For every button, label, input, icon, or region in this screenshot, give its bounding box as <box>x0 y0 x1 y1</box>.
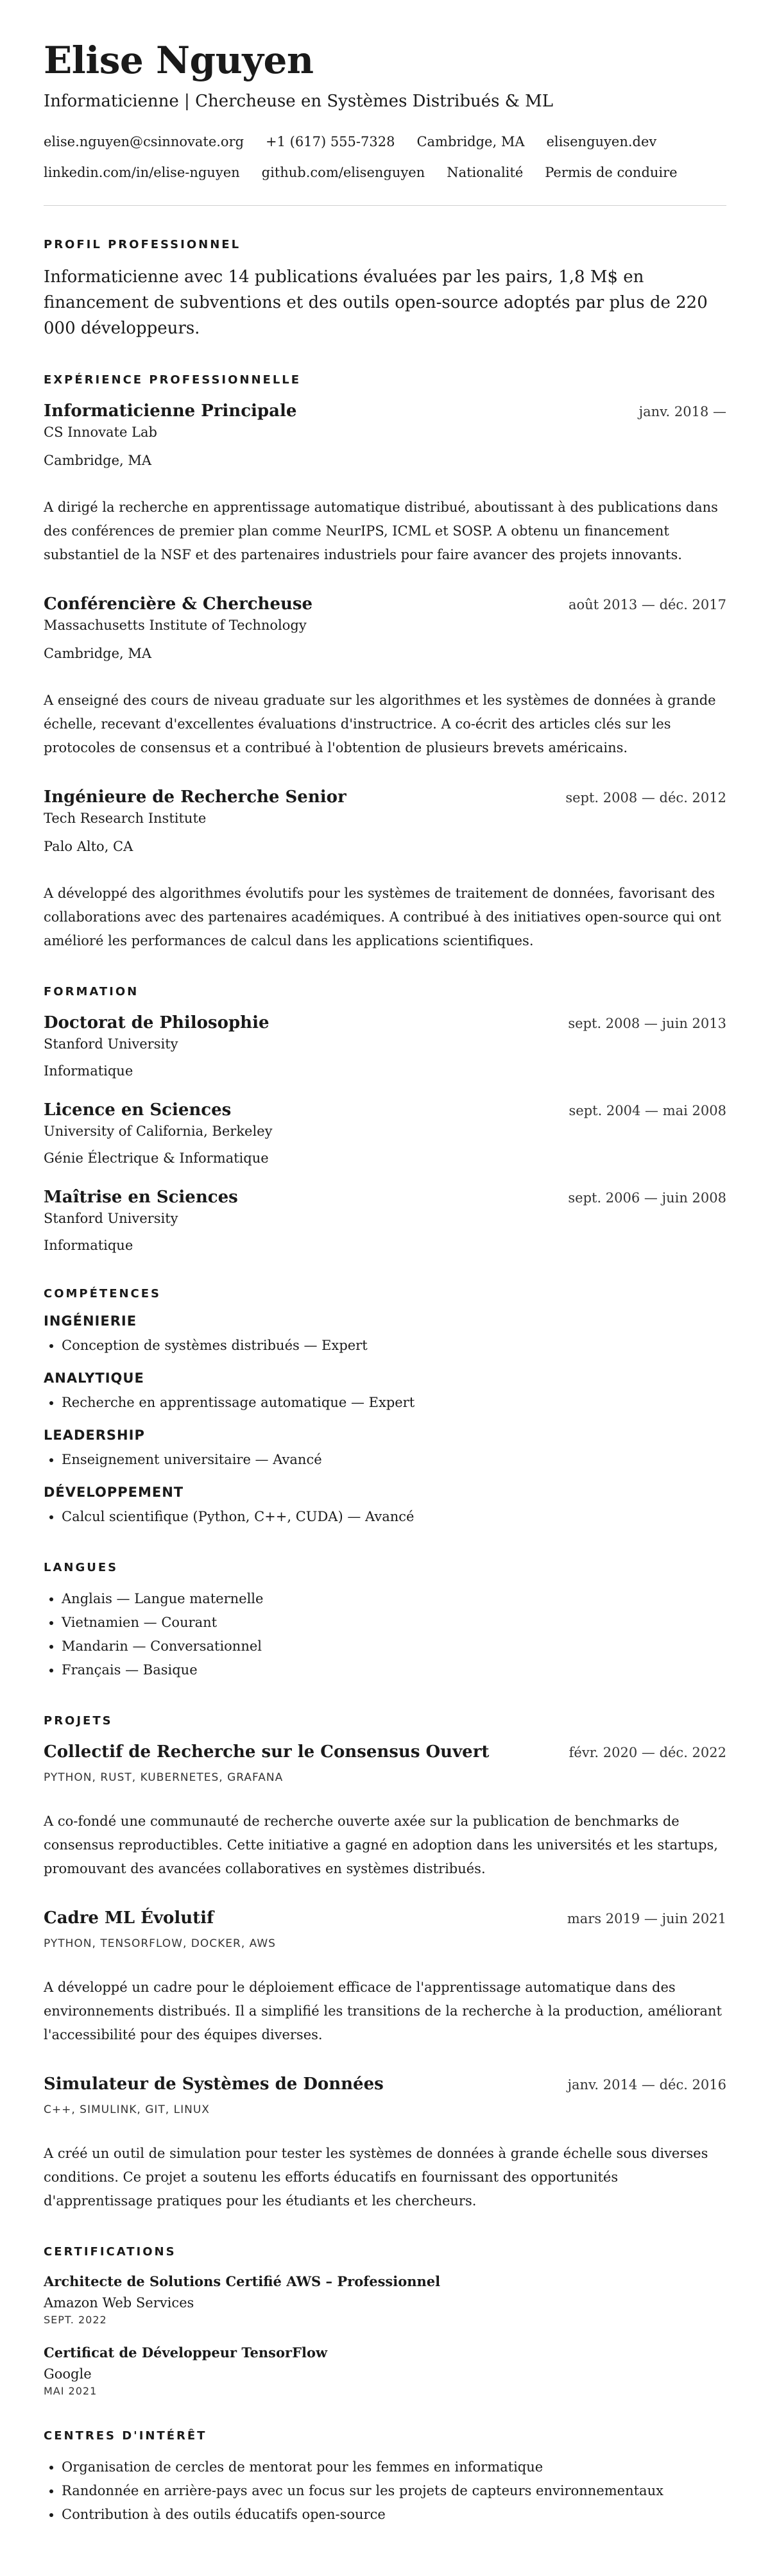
project-description: A créé un outil de simulation pour tester les systèmes de données à grande échelle sous diverses conditions. Ce projet a soutenu les efforts éducatifs en fournissant des opportunités d'apprentissage pratiques pour les étudiants et les chercheurs. <box>44 2146 708 2209</box>
certification-issuer: Amazon Web Services <box>44 2295 194 2311</box>
certification-entry <box>44 2271 726 2326</box>
certification-name: Certificat de Développeur TensorFlow <box>44 2344 328 2361</box>
project-name: Cadre ML Évolutif <box>44 1908 214 1928</box>
project-entry <box>44 1740 726 1881</box>
section-title: FORMATION <box>44 985 139 998</box>
job-dates: sept. 2008 — déc. 2012 <box>565 790 726 805</box>
skills-section <box>44 1287 726 1529</box>
project-description: A co-fondé une communauté de recherche ouverte axée sur la publication de benchmarks de consensus reproductibles. Cette initiative a gagné en adoption dans les universités et les startups, promouvant des avancées collaboratives en systèmes distribués. <box>44 1814 718 1876</box>
contact-row-1 <box>44 132 726 151</box>
contact-row-2 <box>44 163 726 182</box>
experience-entry <box>44 786 726 953</box>
section-title: PROFIL PROFESSIONNEL <box>44 238 241 251</box>
experience-section <box>44 373 726 953</box>
job-dates: août 2013 — déc. 2017 <box>568 597 726 612</box>
candidate-name: Elise Nguyen <box>44 38 314 82</box>
header-divider <box>44 205 726 206</box>
skill-group <box>44 1313 726 1358</box>
school: Stanford University <box>44 1036 178 1052</box>
certification-date: MAI 2021 <box>44 2385 98 2397</box>
job-description: A dirigé la recherche en apprentissage automatique distribué, aboutissant à des publications dans des conférences de premier plan comme NeurIPS, ICML et SOSP. A obtenu un financement substantiel de la NSF et des partenaires industriels pour faire avancer des projets innovants. <box>44 500 718 562</box>
skill-group <box>44 1427 726 1472</box>
education-section <box>44 985 726 1255</box>
field-of-study: Informatique <box>44 1238 133 1253</box>
field-of-study: Génie Électrique & Informatique <box>44 1150 269 1166</box>
interest-item: • Organisation de cercles de mentorat pour les femmes en informatique <box>62 2455 726 2479</box>
linkedin-link[interactable]: linkedin.com/in/elise-nguyen <box>44 165 240 180</box>
language-item: • Mandarin — Conversationnel <box>62 1635 726 1658</box>
project-entry <box>44 2073 726 2213</box>
language-item: • Anglais — Langue maternelle <box>62 1587 726 1611</box>
interest-item: • Randonnée en arrière-pays avec un focus sur les projets de capteurs environnementaux <box>62 2479 726 2503</box>
email-link[interactable]: elise.nguyen@csinnovate.org <box>44 134 244 149</box>
section-title: PROJETS <box>44 1714 113 1728</box>
job-location: Cambridge, MA <box>44 646 152 661</box>
employer: Massachusetts Institute of Technology <box>44 618 307 633</box>
certification-entry <box>44 2343 726 2397</box>
skill-category: INGÉNIERIE <box>44 1313 137 1329</box>
project-dates: mars 2019 — juin 2021 <box>567 1911 726 1926</box>
project-name: Simulateur de Systèmes de Données <box>44 2075 384 2094</box>
project-tech: PYTHON, TENSORFLOW, DOCKER, AWS <box>44 1937 276 1950</box>
headline: Informaticienne | Chercheuse en Systèmes Distribués & ML <box>44 92 554 111</box>
project-entry <box>44 1907 726 2047</box>
degree: Maîtrise en Sciences <box>44 1188 238 1207</box>
education-entry <box>44 1186 726 1255</box>
job-location: Palo Alto, CA <box>44 839 133 854</box>
skill-category: DÉVELOPPEMENT <box>44 1485 184 1500</box>
experience-entry <box>44 593 726 760</box>
projects-section <box>44 1714 726 2213</box>
certification-issuer: Google <box>44 2366 92 2382</box>
job-title: Informaticienne Principale <box>44 401 297 421</box>
language-item: • Français — Basique <box>62 1658 726 1682</box>
language-item: • Vietnamien — Courant <box>62 1611 726 1635</box>
job-location: Cambridge, MA <box>44 453 152 468</box>
profile-section <box>44 238 726 341</box>
interests-section <box>44 2429 726 2527</box>
skill-category: ANALYTIQUE <box>44 1370 144 1386</box>
project-description: A développé un cadre pour le déploiement efficace de l'apprentissage automatique dans des environnements distribués. Il a simplifié les transitions de la recherche à la production, améliorant l'accessibilité pour des équipes diverses. <box>44 1980 722 2042</box>
skill-group <box>44 1485 726 1529</box>
certifications-section <box>44 2245 726 2397</box>
driving-license: Permis de conduire <box>545 165 678 180</box>
skill-item: • Conception de systèmes distribués — Expert <box>62 1334 726 1358</box>
profile-summary: Informaticienne avec 14 publications évaluées par les pairs, 1,8 M$ en financement de subventions et des outils open-source adoptés par plus de 220 000 développeurs. <box>44 267 708 338</box>
project-tech: C++, SIMULINK, GIT, LINUX <box>44 2103 210 2116</box>
skill-group <box>44 1370 726 1415</box>
job-description: A enseigné des cours de niveau graduate sur les algorithmes et les systèmes de données à grande échelle, recevant d'excellentes évaluations d'instructrice. A co-écrit des articles clés sur les protocoles de consensus et a contribué à l'obtention de plusieurs brevets américains. <box>44 693 716 755</box>
education-entry <box>44 1011 726 1081</box>
education-dates: sept. 2008 — juin 2013 <box>568 1016 726 1031</box>
degree: Licence en Sciences <box>44 1100 232 1120</box>
skill-category: LEADERSHIP <box>44 1427 145 1443</box>
section-title: LANGUES <box>44 1561 119 1574</box>
section-title: EXPÉRIENCE PROFESSIONNELLE <box>44 373 302 387</box>
job-title: Ingénieure de Recherche Senior <box>44 787 346 807</box>
location: Cambridge, MA <box>416 134 525 149</box>
education-dates: sept. 2004 — mai 2008 <box>569 1103 726 1118</box>
school: University of California, Berkeley <box>44 1124 273 1139</box>
project-dates: janv. 2014 — déc. 2016 <box>567 2077 726 2092</box>
project-name: Collectif de Recherche sur le Consensus Ouvert <box>44 1742 490 1762</box>
job-title: Conférencière & Chercheuse <box>44 594 313 614</box>
project-tech: PYTHON, RUST, KUBERNETES, GRAFANA <box>44 1771 284 1784</box>
resume-header <box>44 37 726 206</box>
experience-entry <box>44 400 726 567</box>
skill-item: • Enseignement universitaire — Avancé <box>62 1448 726 1472</box>
employer: Tech Research Institute <box>44 811 207 826</box>
job-dates: janv. 2018 — <box>638 404 726 419</box>
education-dates: sept. 2006 — juin 2008 <box>568 1190 726 1206</box>
certification-date: SEPT. 2022 <box>44 2314 107 2326</box>
job-description: A développé des algorithmes évolutifs pour les systèmes de traitement de données, favorisant des collaborations avec des partenaires académiques. A contribué à des initiatives open-source qui ont amélioré les performances de calcul dans les applications scientifiques. <box>44 886 721 948</box>
languages-section <box>44 1561 726 1682</box>
section-title: CENTRES D'INTÉRÊT <box>44 2429 207 2443</box>
certification-name: Architecte de Solutions Certifié AWS – Professionnel <box>44 2273 441 2289</box>
website-link[interactable]: elisenguyen.dev <box>546 134 657 149</box>
project-dates: févr. 2020 — déc. 2022 <box>569 1745 726 1760</box>
employer: CS Innovate Lab <box>44 425 157 440</box>
skill-item: • Recherche en apprentissage automatique — Expert <box>62 1391 726 1415</box>
nationality: Nationalité <box>447 165 524 180</box>
section-title: COMPÉTENCES <box>44 1287 162 1301</box>
section-title: CERTIFICATIONS <box>44 2245 176 2259</box>
education-entry <box>44 1099 726 1168</box>
phone-number[interactable]: +1 (617) 555-7328 <box>266 134 395 149</box>
interest-item: • Contribution à des outils éducatifs open-source <box>62 2503 726 2527</box>
degree: Doctorat de Philosophie <box>44 1013 270 1032</box>
school: Stanford University <box>44 1211 178 1226</box>
field-of-study: Informatique <box>44 1063 133 1079</box>
github-link[interactable]: github.com/elisenguyen <box>261 165 425 180</box>
skill-item: • Calcul scientifique (Python, C++, CUDA) — Avancé <box>62 1505 726 1529</box>
contact-info <box>44 132 726 182</box>
